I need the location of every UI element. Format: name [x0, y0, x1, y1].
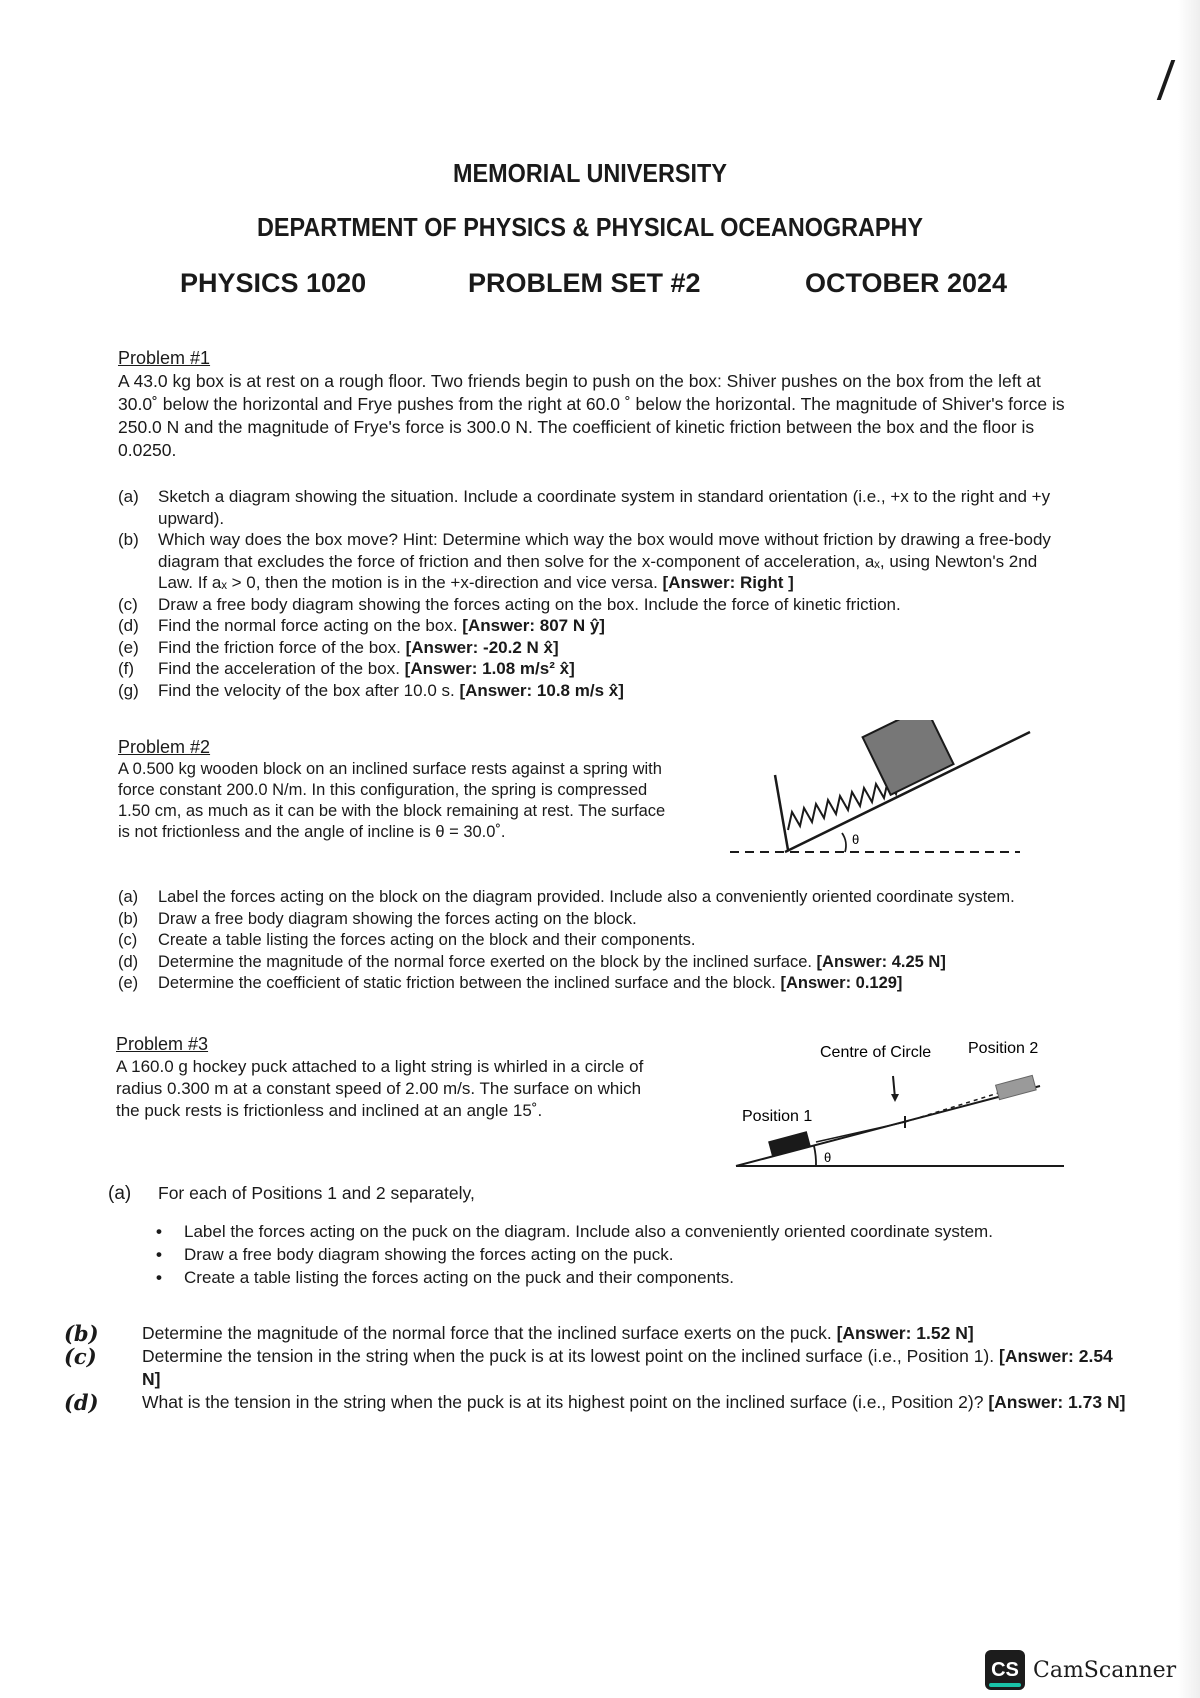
question-body	[158, 909, 1078, 931]
question-text: Sketch a diagram showing the situation. Include a coordinate system in standard orientation (i.e., +x to the right and +y upward).	[158, 487, 1051, 528]
question-item	[118, 909, 1078, 931]
course-code: PHYSICS 1020	[180, 268, 367, 298]
camscanner-logo: CS	[985, 1650, 1025, 1690]
question-item	[118, 486, 1063, 529]
question-label: (b)	[118, 530, 139, 549]
question-text: Determine the magnitude of the normal force that the inclined surface exerts on the puck.	[142, 1323, 832, 1343]
centre-arrow-head	[891, 1094, 899, 1102]
question-label: (c)	[64, 1344, 97, 1369]
scan-mark	[1157, 60, 1176, 100]
angle-theta-label: θ	[852, 832, 860, 847]
question-body	[142, 1345, 1134, 1391]
question-label: (d)	[118, 616, 139, 635]
question-body	[158, 930, 1078, 952]
question-text: Find the normal force acting on the box.	[158, 616, 458, 635]
question-item	[118, 615, 1063, 637]
question-text: For each of Positions 1 and 2 separately,	[158, 1183, 475, 1203]
bullet-item	[156, 1266, 1056, 1289]
question-label: (d)	[64, 1390, 99, 1415]
question-label: (a)	[118, 888, 139, 906]
string-to-position-1	[816, 1122, 905, 1142]
question-text: Draw a free body diagram showing the forces acting on the box. Include the force of kinetic friction.	[158, 594, 901, 614]
bullet-dot: •	[156, 1222, 162, 1241]
question-label: (b)	[64, 1321, 99, 1346]
question-text: Draw a free body diagram showing the forces acting on the block.	[158, 909, 637, 928]
puck-position-2	[996, 1075, 1037, 1099]
question-item	[118, 930, 1078, 952]
camscanner-watermark	[985, 1650, 1176, 1690]
question-item	[64, 1322, 1134, 1345]
question-label: (e)	[118, 637, 139, 657]
question-label: (d)	[118, 952, 139, 971]
question-text: Determine the coefficient of static friction between the inclined surface and the block.	[158, 974, 776, 992]
question-label: (a)	[118, 487, 139, 506]
question-answer: [Answer: -20.2 N x̂]	[405, 637, 559, 657]
question-body	[158, 658, 1063, 680]
university-title: MEMORIAL UNIVERSITY	[453, 158, 727, 188]
question-label: (b)	[118, 909, 139, 928]
problem-1-questions	[118, 486, 1063, 701]
question-body	[158, 637, 1063, 659]
question-answer: [Answer: 1.52 N]	[836, 1323, 974, 1343]
whirling-puck-diagram	[730, 1030, 1070, 1180]
question-answer: [Answer: 4.25 N]	[816, 952, 946, 971]
problem-2-statement: A 0.500 kg wooden block on an inclined surface rests against a spring with force constant 200.0 N/m. In this configuration, the spring is compressed 1.50 cm, as much as it can be with the block remaining at rest. The surface is not frictionless and the angle of incline is θ = 30.0˚.	[118, 760, 666, 841]
incline-wall	[775, 775, 788, 850]
angle-arc	[842, 833, 846, 852]
question-item	[118, 658, 1063, 680]
question-item	[118, 529, 1063, 594]
bullet-item	[156, 1220, 1056, 1243]
problem-3-bullets	[156, 1220, 1056, 1289]
question-text: Which way does the box move? Hint: Determine which way the box would move without friction by drawing a free-body diagram that excludes the force of friction and then solve for the x-component of acceleration, aₓ, using Newton's 2nd Law. If aₓ > 0, then the motion is in the +x-direction and vice versa.	[158, 530, 1051, 592]
question-answer: [Answer: 2.54 N]	[142, 1346, 1113, 1389]
question-body	[142, 1322, 1134, 1345]
question-answer: [Answer: 1.08 m/s² x̂]	[404, 659, 575, 678]
bullet-text: Create a table listing the forces acting on the puck and their components.	[184, 1268, 734, 1287]
question-answer: [Answer: 0.129]	[780, 974, 903, 992]
question-body	[158, 887, 1078, 909]
department-title: DEPARTMENT OF PHYSICS & PHYSICAL OCEANOGRAPHY	[256, 212, 924, 242]
incline-spring-diagram	[730, 720, 1040, 860]
question-text: Find the velocity of the box after 10.0 s.	[158, 680, 455, 700]
question-body	[158, 615, 1063, 637]
question-label: (g)	[118, 680, 139, 700]
bullet-item	[156, 1243, 1056, 1266]
question-label: (e)	[118, 974, 139, 992]
position-1-label: Position 1	[742, 1108, 813, 1125]
question-text: Find the acceleration of the box.	[158, 659, 400, 678]
question-text: Determine the magnitude of the normal force exerted on the block by the inclined surface.	[158, 952, 812, 971]
camscanner-name: CamScanner	[1033, 1657, 1177, 1683]
angle-theta-label: θ	[824, 1150, 832, 1165]
bullet-text: Label the forces acting on the puck on the diagram. Include also a conveniently oriented coordinate system.	[184, 1222, 993, 1241]
question-item	[118, 952, 1078, 974]
problem-set-date: OCTOBER 2024	[805, 268, 1008, 298]
question-item	[118, 680, 1063, 702]
string-to-position-2	[905, 1090, 1008, 1122]
problem-1-statement: A 43.0 kg box is at rest on a rough floor. Two friends begin to push on the box: Shiver pushes on the box from the left at 30.0˚ below the horizontal and Frye pushes from the right at 60.0 ˚ below the horizontal. The magnitude of Shiver's force is 250.0 N and the magnitude of Frye's force is 300.0 N. The coefficient of kinetic friction between the box and the floor is 0.0250.	[118, 371, 1065, 460]
problem-3-part-a	[108, 1183, 1008, 1205]
question-label: (c)	[118, 931, 138, 949]
question-answer: [Answer: 1.73 N]	[988, 1392, 1126, 1412]
centre-of-circle-label: Centre of Circle	[820, 1044, 932, 1061]
question-body	[158, 486, 1063, 529]
bullet-dot: •	[156, 1245, 162, 1264]
question-item	[118, 637, 1063, 659]
question-body	[158, 529, 1063, 594]
scan-edge	[1178, 0, 1200, 1698]
question-body	[158, 952, 1078, 974]
problem-2-title: Problem #2	[118, 737, 211, 757]
question-answer: [Answer: Right ]	[662, 573, 794, 592]
question-item	[118, 594, 1063, 616]
problem-set-number: PROBLEM SET #2	[468, 268, 701, 298]
question-item	[64, 1345, 1134, 1391]
question-text: Label the forces acting on the block on the diagram provided. Include also a conveniently oriented coordinate system.	[158, 888, 1015, 906]
question-label: (c)	[118, 594, 138, 614]
puck-position-1	[768, 1131, 811, 1157]
question-answer: [Answer: 807 N ŷ]	[462, 616, 605, 635]
position-2-label: Position 2	[968, 1040, 1039, 1057]
bullet-dot: •	[156, 1268, 162, 1287]
problem-1-title: Problem #1	[118, 348, 211, 368]
question-item	[64, 1391, 1134, 1414]
question-text: Find the friction force of the box.	[158, 637, 401, 657]
problem-3-title: Problem #3	[116, 1034, 209, 1054]
question-text: Determine the tension in the string when the puck is at its lowest point on the inclined surface (i.e., Position 1).	[142, 1346, 995, 1366]
question-item	[118, 973, 1078, 995]
question-body	[158, 973, 1078, 995]
angle-arc	[814, 1146, 816, 1166]
question-label: (a)	[108, 1183, 132, 1204]
question-text: What is the tension in the string when the puck is at its highest point on the inclined surface (i.e., Position 2)?	[142, 1392, 984, 1412]
problem-2-questions	[118, 887, 1078, 995]
question-label: (f)	[118, 659, 135, 678]
question-text: Create a table listing the forces acting on the block and their components.	[158, 931, 696, 949]
question-body	[142, 1391, 1134, 1414]
question-body	[158, 680, 1063, 702]
problem-3-statement: A 160.0 g hockey puck attached to a light string is whirled in a circle of radius 0.300 m at a constant speed of 2.00 m/s. The surface on which the puck rests is frictionless and inclined at an angle 15˚.	[116, 1057, 644, 1120]
bullet-text: Draw a free body diagram showing the forces acting on the puck.	[184, 1245, 674, 1264]
question-answer: [Answer: 10.8 m/s x̂]	[459, 680, 624, 700]
problem-3-questions	[64, 1322, 1134, 1414]
question-item	[118, 887, 1078, 909]
question-body	[158, 594, 1063, 616]
